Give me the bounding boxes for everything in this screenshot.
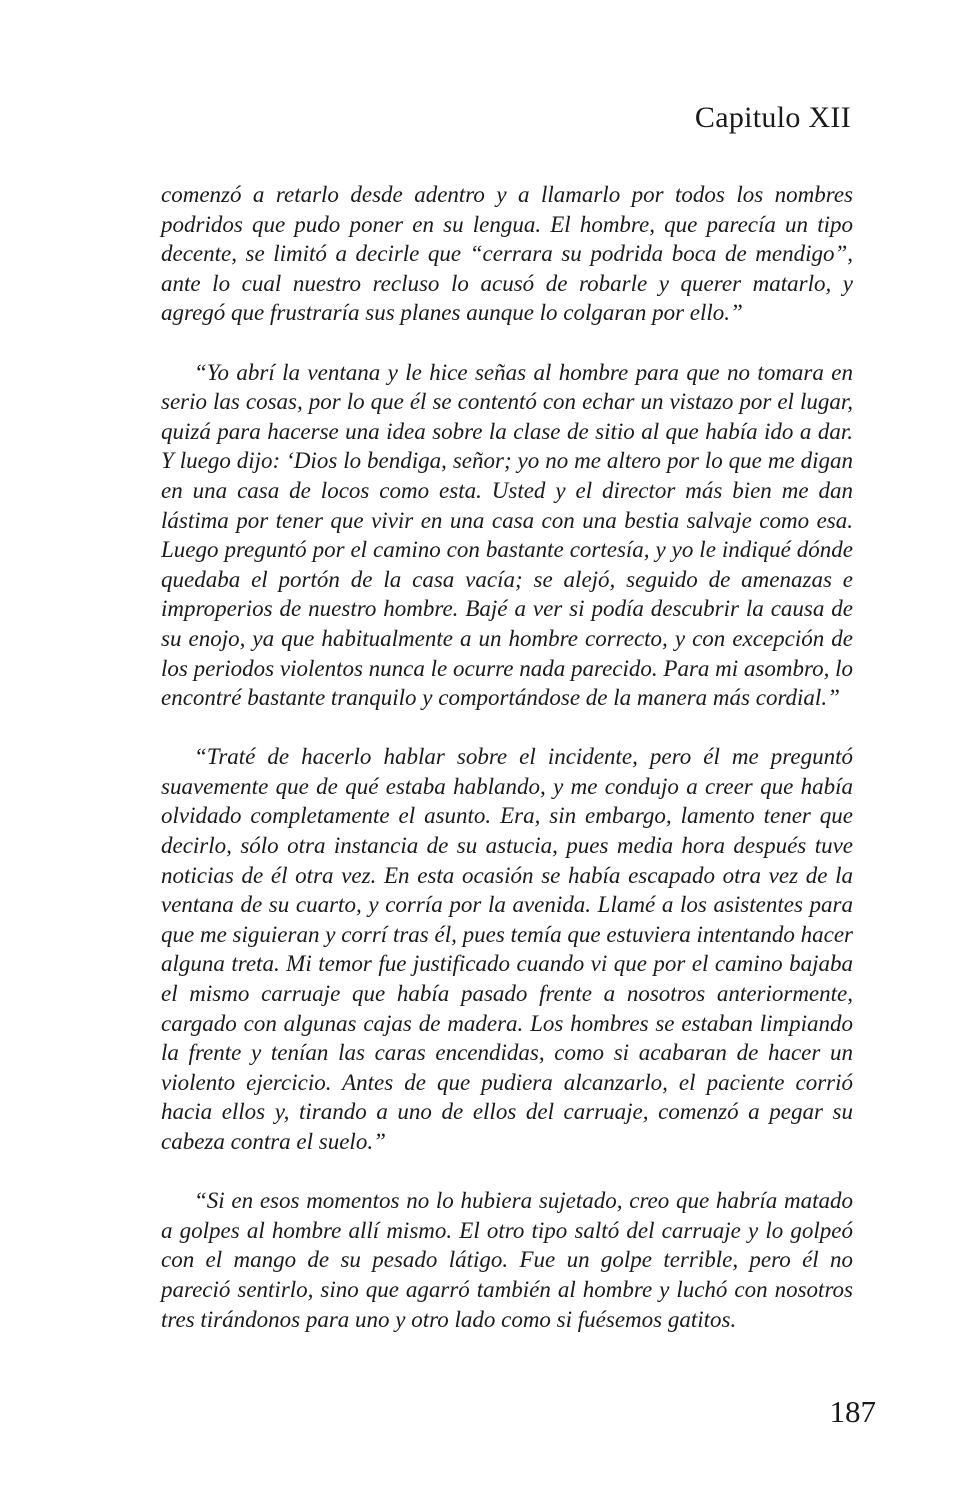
- paragraph-continuation: comenzó a retarlo desde adentro y a llamarlo por todos los nombres podridos que pudo poner en su lengua. El hombre, que parecía un tipo decente, se limitó a decirle que “cerrara su podrida boca de mendigo”, ante lo cual nuestro recluso lo acusó de robarle y querer matarlo, y agregó que frustraría sus planes aunque lo colgaran por ello.”: [161, 182, 853, 326]
- running-head-chapter-title: Capitulo XII: [694, 101, 851, 134]
- paragraph: “Si en esos momentos no lo hubiera sujetado, creo que habría matado a golpes al hombre allí mismo. El otro tipo saltó del carruaje y lo golpeó con el mango de su pesado látigo. Fue un golpe terrible, pero él no pareció sentirlo, sino que agarró también al hombre y luchó con nosotros tres tirándonos para uno y otro lado como si fuésemos gatitos.: [161, 1188, 853, 1332]
- body-text: [161, 180, 853, 1334]
- paragraph: “Yo abrí la ventana y le hice señas al hombre para que no tomara en serio las cosas, por lo que él se contentó con echar un vistazo por el lugar, quizá para hacerse una idea sobre la clase de sitio al que había ido a dar. Y luego dijo: ‘Dios lo bendiga, señor; yo no me altero por lo que me digan en una casa de locos como esta. Usted y el director más bien me dan lástima por tener que vivir en una casa con una bestia salvaje como esa. Luego preguntó por el camino con bastante cortesía, y yo le indiqué dónde quedaba el portón de la casa vacía; se alejó, seguido de amenazas e improperios de nuestro hombre. Bajé a ver si podía descubrir la causa de su enojo, ya que habitualmente a un hombre correcto, y con excepción de los periodos violentos nunca le ocurre nada parecido. Para mi asombro, lo encontré bastante tranquilo y comportándose de la manera más cordial.”: [161, 359, 853, 711]
- page-number: 187: [829, 1394, 876, 1429]
- paragraph: “Traté de hacerlo hablar sobre el incidente, pero él me preguntó suavemente que de qué estaba hablando, y me condujo a creer que había olvidado completamente el asunto. Era, sin embargo, lamento tener que decirlo, sólo otra instancia de su astucia, pues media hora después tuve noticias de él otra vez. En esta ocasión se había escapado otra vez de la ventana de su cuarto, y corría por la avenida. Llamé a los asistentes para que me siguieran y corrí tras él, pues temía que estuviera intentando hacer alguna treta. Mi temor fue justificado cuando vi que por el camino bajaba el mismo carruaje que había pasado frente a nosotros anteriormente, cargado con algunas cajas de madera. Los hombres se estaban limpiando la frente y tenían las caras encendidas, como si acabaran de hacer un violento ejercicio. Antes de que pudiera alcanzarlo, el paciente corrió hacia ellos y, tirando a uno de ellos del carruaje, comenzó a pegar su cabeza contra el suelo.”: [161, 744, 853, 1154]
